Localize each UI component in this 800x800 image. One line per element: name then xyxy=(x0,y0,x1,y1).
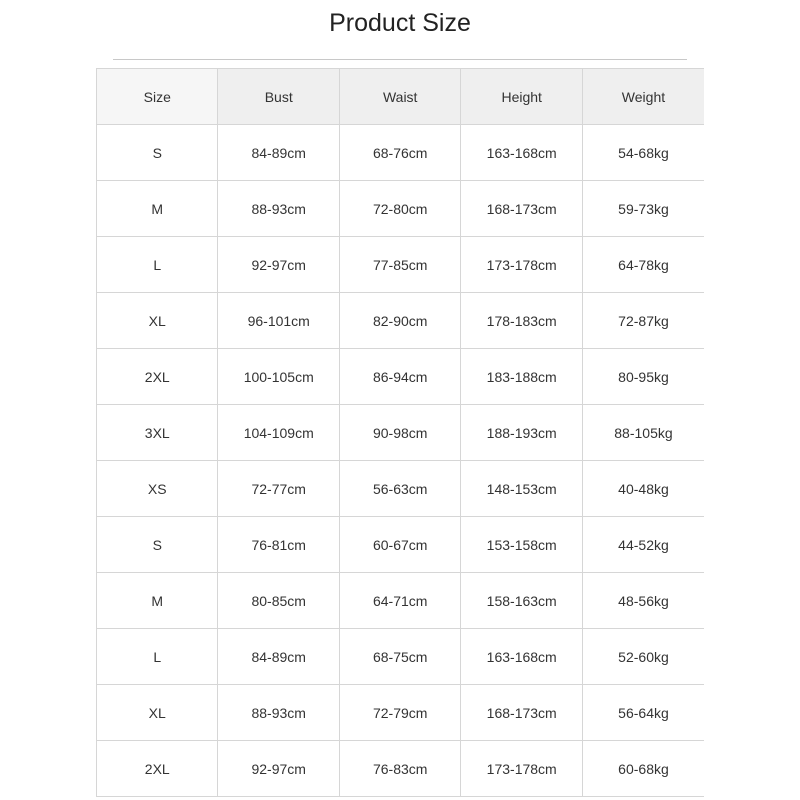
cell-bust: 88-93cm xyxy=(218,685,339,741)
cell-bust: 84-89cm xyxy=(218,629,339,685)
cell-height: 148-153cm xyxy=(461,461,582,517)
cell-weight: 44-52kg xyxy=(582,517,704,573)
size-table xyxy=(96,68,704,797)
cell-waist: 60-67cm xyxy=(339,517,460,573)
cell-weight: 54-68kg xyxy=(582,125,704,181)
cell-weight: 48-56kg xyxy=(582,573,704,629)
cell-weight: 52-60kg xyxy=(582,629,704,685)
cell-height: 163-168cm xyxy=(461,125,582,181)
cell-waist: 72-79cm xyxy=(339,685,460,741)
cell-size: XS xyxy=(97,461,218,517)
cell-size: L xyxy=(97,237,218,293)
title-divider xyxy=(113,59,687,60)
cell-height: 153-158cm xyxy=(461,517,582,573)
table-row xyxy=(97,741,705,797)
cell-bust: 96-101cm xyxy=(218,293,339,349)
cell-waist: 68-76cm xyxy=(339,125,460,181)
table-row xyxy=(97,293,705,349)
cell-waist: 82-90cm xyxy=(339,293,460,349)
cell-weight: 64-78kg xyxy=(582,237,704,293)
column-header-bust: Bust xyxy=(218,69,339,125)
cell-waist: 76-83cm xyxy=(339,741,460,797)
cell-size: M xyxy=(97,573,218,629)
cell-size: M xyxy=(97,181,218,237)
cell-size: L xyxy=(97,629,218,685)
table-body xyxy=(97,125,705,797)
cell-waist: 68-75cm xyxy=(339,629,460,685)
cell-waist: 72-80cm xyxy=(339,181,460,237)
column-header-weight: Weight xyxy=(582,69,704,125)
cell-size: 3XL xyxy=(97,405,218,461)
cell-waist: 86-94cm xyxy=(339,349,460,405)
cell-bust: 104-109cm xyxy=(218,405,339,461)
table-row xyxy=(97,237,705,293)
header-row xyxy=(97,69,705,125)
cell-height: 168-173cm xyxy=(461,181,582,237)
cell-bust: 84-89cm xyxy=(218,125,339,181)
cell-height: 168-173cm xyxy=(461,685,582,741)
cell-size: S xyxy=(97,125,218,181)
cell-waist: 77-85cm xyxy=(339,237,460,293)
table-row xyxy=(97,685,705,741)
column-header-waist: Waist xyxy=(339,69,460,125)
table-row xyxy=(97,461,705,517)
table-row xyxy=(97,405,705,461)
cell-height: 173-178cm xyxy=(461,237,582,293)
cell-waist: 90-98cm xyxy=(339,405,460,461)
table-row xyxy=(97,181,705,237)
cell-size: XL xyxy=(97,293,218,349)
cell-weight: 72-87kg xyxy=(582,293,704,349)
cell-weight: 56-64kg xyxy=(582,685,704,741)
cell-size: S xyxy=(97,517,218,573)
cell-size: XL xyxy=(97,685,218,741)
cell-height: 178-183cm xyxy=(461,293,582,349)
cell-bust: 76-81cm xyxy=(218,517,339,573)
cell-bust: 88-93cm xyxy=(218,181,339,237)
cell-bust: 92-97cm xyxy=(218,741,339,797)
table-row xyxy=(97,573,705,629)
cell-size: 2XL xyxy=(97,741,218,797)
cell-weight: 88-105kg xyxy=(582,405,704,461)
cell-weight: 59-73kg xyxy=(582,181,704,237)
cell-waist: 56-63cm xyxy=(339,461,460,517)
cell-height: 188-193cm xyxy=(461,405,582,461)
cell-size: 2XL xyxy=(97,349,218,405)
cell-weight: 40-48kg xyxy=(582,461,704,517)
cell-weight: 60-68kg xyxy=(582,741,704,797)
cell-height: 173-178cm xyxy=(461,741,582,797)
table-row xyxy=(97,517,705,573)
column-header-size: Size xyxy=(97,69,218,125)
table-row xyxy=(97,629,705,685)
table-row xyxy=(97,349,705,405)
cell-bust: 80-85cm xyxy=(218,573,339,629)
page-title: Product Size xyxy=(329,9,471,37)
cell-bust: 72-77cm xyxy=(218,461,339,517)
cell-waist: 64-71cm xyxy=(339,573,460,629)
cell-height: 163-168cm xyxy=(461,629,582,685)
cell-weight: 80-95kg xyxy=(582,349,704,405)
table-row xyxy=(97,125,705,181)
cell-bust: 100-105cm xyxy=(218,349,339,405)
table-header xyxy=(97,69,705,125)
column-header-height: Height xyxy=(461,69,582,125)
cell-bust: 92-97cm xyxy=(218,237,339,293)
cell-height: 183-188cm xyxy=(461,349,582,405)
cell-height: 158-163cm xyxy=(461,573,582,629)
